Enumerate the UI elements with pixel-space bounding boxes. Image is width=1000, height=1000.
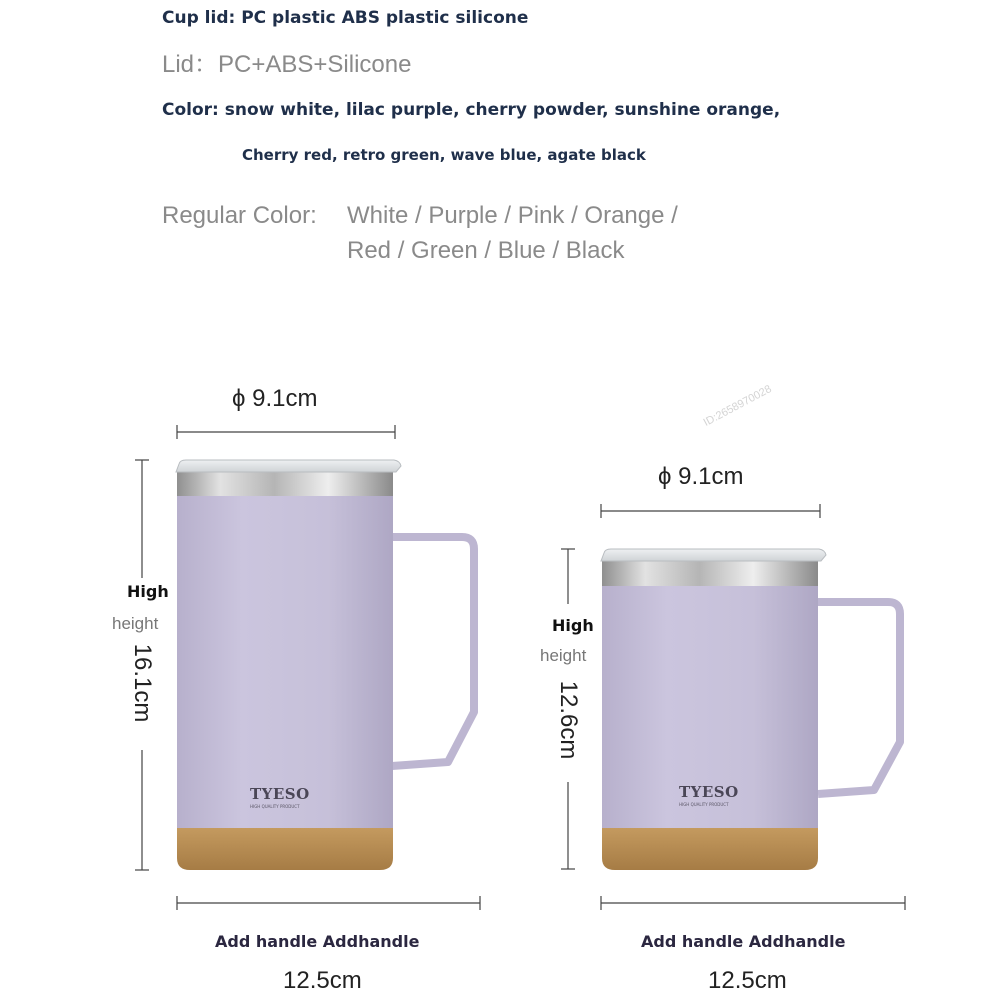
mug2-diameter-label: ϕ 9.1cm: [658, 463, 744, 490]
regular-color-label: Regular Color:: [162, 202, 317, 229]
regular-color-line2: Red / Green / Blue / Black: [347, 237, 625, 264]
regular-color-line1: White / Purple / Pink / Orange /: [347, 202, 678, 229]
color-list-line1: Color: snow white, lilac purple, cherry powder, sunshine orange,: [162, 100, 781, 120]
watermark: ID:2658970028: [701, 383, 774, 429]
mug2-brand-tagline: HIGH QUALITY PRODUCT: [679, 802, 729, 807]
mug2-height-label: height: [540, 646, 587, 665]
cork-base: [177, 828, 393, 870]
mug-body: [177, 494, 393, 830]
color-list-line2: Cherry red, retro green, wave blue, agate black: [242, 146, 646, 164]
steel-rim: [602, 561, 818, 586]
diameter-dimension-line: [177, 425, 395, 439]
handle: [392, 537, 474, 766]
lid-material-title: Cup lid: PC plastic ABS plastic silicone: [162, 8, 529, 28]
mug-tall: [135, 425, 480, 910]
cork-base: [602, 828, 818, 870]
lid-material-en: Lid：PC+ABS+Silicone: [162, 51, 412, 78]
handle: [818, 602, 900, 794]
mug2-height-label-bold: High: [552, 616, 594, 635]
mug1-width-value: 12.5cm: [283, 967, 362, 994]
width-dimension-line: [601, 896, 905, 910]
mug1-height-label-bold: High: [127, 582, 169, 601]
mug2-brand-logo: TYESO: [679, 783, 739, 801]
mug2-handle-label: Add handle Addhandle: [641, 932, 846, 951]
diameter-dimension-line: [601, 504, 820, 518]
lid: [601, 549, 826, 561]
steel-rim: [177, 472, 393, 496]
mug1-brand-logo: TYESO: [250, 785, 310, 803]
mug1-brand-tagline: HIGH QUALITY PRODUCT: [250, 804, 300, 809]
mug-short: [561, 504, 905, 910]
mug2-width-value: 12.5cm: [708, 967, 787, 994]
mug1-height-label: height: [112, 614, 159, 633]
mug1-height-value: 16.1cm: [129, 643, 156, 723]
width-dimension-line: [177, 896, 480, 910]
lid: [176, 460, 401, 472]
mug2-height-value: 12.6cm: [555, 680, 582, 760]
mug1-handle-label: Add handle Addhandle: [215, 932, 420, 951]
mug1-diameter-label: ϕ 9.1cm: [232, 385, 318, 412]
